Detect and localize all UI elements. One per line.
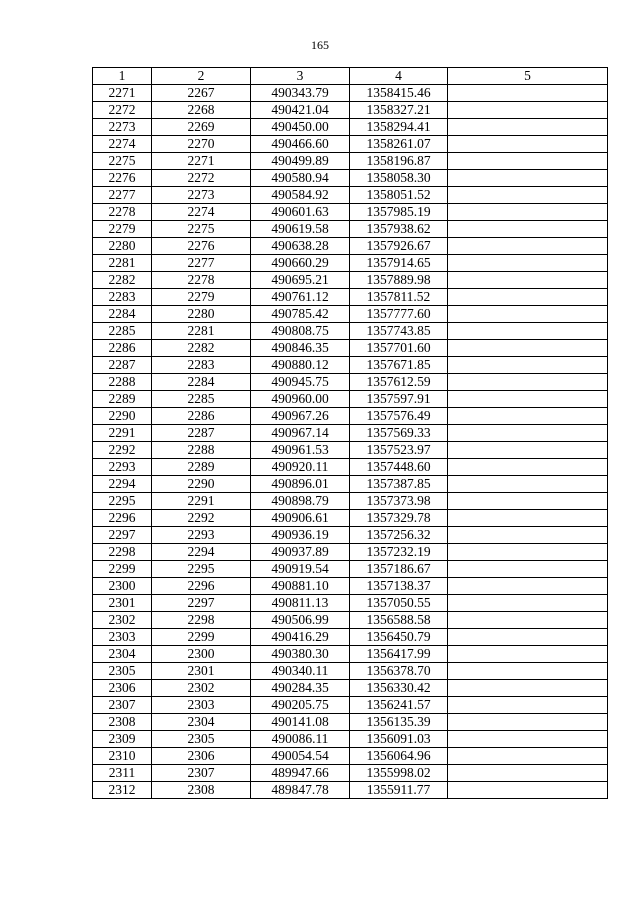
table-cell-col-3: 490937.89 (251, 544, 350, 561)
table-cell-col-4: 1358058.30 (350, 170, 448, 187)
table-cell-col-3: 490808.75 (251, 323, 350, 340)
table-cell-col-2: 2298 (152, 612, 251, 629)
table-cell-col-2: 2293 (152, 527, 251, 544)
table-row (93, 102, 608, 119)
table-cell-col-1: 2275 (93, 153, 152, 170)
table-cell-col-2: 2300 (152, 646, 251, 663)
table-cell-col-4: 1357373.98 (350, 493, 448, 510)
table-row (93, 595, 608, 612)
table-cell-col-4: 1358261.07 (350, 136, 448, 153)
table-row (93, 629, 608, 646)
table-cell-col-1: 2291 (93, 425, 152, 442)
table-cell-col-2: 2292 (152, 510, 251, 527)
table-cell-col-1: 2278 (93, 204, 152, 221)
table-row (93, 782, 608, 799)
table-cell-col-1: 2290 (93, 408, 152, 425)
table-cell-col-3: 490919.54 (251, 561, 350, 578)
table-cell-col-3: 490205.75 (251, 697, 350, 714)
table-cell-col-5 (448, 340, 608, 357)
table-cell-col-2: 2303 (152, 697, 251, 714)
table-row (93, 561, 608, 578)
table-cell-col-3: 490343.79 (251, 85, 350, 102)
table-cell-col-1: 2279 (93, 221, 152, 238)
table-cell-col-5 (448, 221, 608, 238)
table-cell-col-3: 490584.92 (251, 187, 350, 204)
table-cell-col-1: 2304 (93, 646, 152, 663)
table-cell-col-5 (448, 306, 608, 323)
column-header-1: 1 (93, 68, 152, 85)
table-cell-col-3: 490961.53 (251, 442, 350, 459)
table-cell-col-1: 2273 (93, 119, 152, 136)
table-cell-col-2: 2307 (152, 765, 251, 782)
table-cell-col-5 (448, 238, 608, 255)
table-cell-col-5 (448, 357, 608, 374)
table-cell-col-3: 490936.19 (251, 527, 350, 544)
table-cell-col-5 (448, 527, 608, 544)
table-row (93, 221, 608, 238)
table-row (93, 408, 608, 425)
table-cell-col-4: 1355911.77 (350, 782, 448, 799)
table-cell-col-5 (448, 765, 608, 782)
table-cell-col-3: 490380.30 (251, 646, 350, 663)
table-cell-col-4: 1357329.78 (350, 510, 448, 527)
table-cell-col-2: 2277 (152, 255, 251, 272)
table-cell-col-2: 2274 (152, 204, 251, 221)
table-cell-col-1: 2309 (93, 731, 152, 748)
table-cell-col-4: 1357576.49 (350, 408, 448, 425)
table-cell-col-2: 2285 (152, 391, 251, 408)
table-cell-col-1: 2307 (93, 697, 152, 714)
table-row (93, 663, 608, 680)
table-row (93, 527, 608, 544)
table-cell-col-2: 2289 (152, 459, 251, 476)
table-cell-col-3: 490896.01 (251, 476, 350, 493)
table-cell-col-5 (448, 170, 608, 187)
table-cell-col-5 (448, 493, 608, 510)
table-cell-col-5 (448, 663, 608, 680)
table-row (93, 204, 608, 221)
table-cell-col-4: 1357256.32 (350, 527, 448, 544)
table-cell-col-5 (448, 289, 608, 306)
column-header-4: 4 (350, 68, 448, 85)
table-cell-col-5 (448, 425, 608, 442)
table-cell-col-3: 490638.28 (251, 238, 350, 255)
table-row (93, 425, 608, 442)
table-cell-col-3: 490695.21 (251, 272, 350, 289)
table-cell-col-1: 2303 (93, 629, 152, 646)
table-cell-col-3: 490499.89 (251, 153, 350, 170)
table-cell-col-4: 1357597.91 (350, 391, 448, 408)
table-cell-col-4: 1358415.46 (350, 85, 448, 102)
table-cell-col-4: 1358196.87 (350, 153, 448, 170)
table-row (93, 493, 608, 510)
table-cell-col-2: 2291 (152, 493, 251, 510)
table-cell-col-1: 2292 (93, 442, 152, 459)
table-cell-col-1: 2302 (93, 612, 152, 629)
table-cell-col-2: 2276 (152, 238, 251, 255)
table-cell-col-1: 2299 (93, 561, 152, 578)
table-cell-col-4: 1356064.96 (350, 748, 448, 765)
table-cell-col-5 (448, 782, 608, 799)
table-cell-col-1: 2293 (93, 459, 152, 476)
table-cell-col-3: 490421.04 (251, 102, 350, 119)
table-cell-col-1: 2312 (93, 782, 152, 799)
table-cell-col-2: 2299 (152, 629, 251, 646)
table-cell-col-4: 1357612.59 (350, 374, 448, 391)
table-row (93, 476, 608, 493)
table-cell-col-4: 1356135.39 (350, 714, 448, 731)
table-cell-col-2: 2306 (152, 748, 251, 765)
column-header-5: 5 (448, 68, 608, 85)
table-cell-col-5 (448, 680, 608, 697)
table-cell-col-4: 1355998.02 (350, 765, 448, 782)
table-cell-col-4: 1357050.55 (350, 595, 448, 612)
table-cell-col-1: 2298 (93, 544, 152, 561)
table-row (93, 748, 608, 765)
table-cell-col-2: 2268 (152, 102, 251, 119)
table-cell-col-4: 1358294.41 (350, 119, 448, 136)
table-cell-col-1: 2280 (93, 238, 152, 255)
table-cell-col-4: 1357777.60 (350, 306, 448, 323)
table-row (93, 646, 608, 663)
table-cell-col-4: 1357569.33 (350, 425, 448, 442)
table-cell-col-4: 1356588.58 (350, 612, 448, 629)
table-cell-col-1: 2301 (93, 595, 152, 612)
table-cell-col-3: 490086.11 (251, 731, 350, 748)
table-cell-col-2: 2267 (152, 85, 251, 102)
table-cell-col-1: 2277 (93, 187, 152, 204)
table-cell-col-1: 2271 (93, 85, 152, 102)
table-row (93, 731, 608, 748)
table-cell-col-4: 1357523.97 (350, 442, 448, 459)
table-cell-col-3: 490506.99 (251, 612, 350, 629)
table-cell-col-5 (448, 204, 608, 221)
table-cell-col-5 (448, 629, 608, 646)
table-cell-col-3: 490785.42 (251, 306, 350, 323)
table-cell-col-1: 2295 (93, 493, 152, 510)
table-cell-col-3: 490416.29 (251, 629, 350, 646)
table-cell-col-4: 1357985.19 (350, 204, 448, 221)
table-cell-col-1: 2272 (93, 102, 152, 119)
table-cell-col-2: 2275 (152, 221, 251, 238)
table-cell-col-2: 2279 (152, 289, 251, 306)
table-cell-col-2: 2284 (152, 374, 251, 391)
table-cell-col-5 (448, 187, 608, 204)
table-row (93, 374, 608, 391)
table-cell-col-4: 1357138.37 (350, 578, 448, 595)
table-cell-col-3: 490881.10 (251, 578, 350, 595)
table-cell-col-5 (448, 561, 608, 578)
table-cell-col-4: 1356378.70 (350, 663, 448, 680)
table-cell-col-1: 2305 (93, 663, 152, 680)
column-header-2: 2 (152, 68, 251, 85)
table-cell-col-4: 1357914.65 (350, 255, 448, 272)
table-cell-col-3: 490811.13 (251, 595, 350, 612)
table-cell-col-5 (448, 714, 608, 731)
table-cell-col-3: 490054.54 (251, 748, 350, 765)
table-cell-col-2: 2278 (152, 272, 251, 289)
table-cell-col-3: 490619.58 (251, 221, 350, 238)
table-cell-col-4: 1358051.52 (350, 187, 448, 204)
table-cell-col-5 (448, 595, 608, 612)
table-cell-col-3: 490340.11 (251, 663, 350, 680)
table-cell-col-3: 490967.26 (251, 408, 350, 425)
table-row (93, 153, 608, 170)
table-cell-col-4: 1356330.42 (350, 680, 448, 697)
table-cell-col-3: 490920.11 (251, 459, 350, 476)
table-cell-col-2: 2294 (152, 544, 251, 561)
table-cell-col-5 (448, 646, 608, 663)
table-cell-col-2: 2304 (152, 714, 251, 731)
table-cell-col-4: 1357889.98 (350, 272, 448, 289)
table-cell-col-2: 2273 (152, 187, 251, 204)
table-cell-col-3: 490960.00 (251, 391, 350, 408)
table-cell-col-3: 490880.12 (251, 357, 350, 374)
table-cell-col-3: 489847.78 (251, 782, 350, 799)
table-cell-col-1: 2296 (93, 510, 152, 527)
table-cell-col-5 (448, 102, 608, 119)
table-cell-col-5 (448, 85, 608, 102)
table-row (93, 255, 608, 272)
table-cell-col-1: 2283 (93, 289, 152, 306)
table-row (93, 323, 608, 340)
table-cell-col-1: 2308 (93, 714, 152, 731)
table-cell-col-1: 2274 (93, 136, 152, 153)
table-cell-col-2: 2295 (152, 561, 251, 578)
page-number: 165 (311, 38, 329, 52)
table-cell-col-1: 2286 (93, 340, 152, 357)
table-row (93, 680, 608, 697)
table-cell-col-1: 2276 (93, 170, 152, 187)
table-row (93, 136, 608, 153)
table-cell-col-1: 2310 (93, 748, 152, 765)
table-row (93, 442, 608, 459)
table-cell-col-3: 490906.61 (251, 510, 350, 527)
table-cell-col-2: 2272 (152, 170, 251, 187)
table-cell-col-2: 2288 (152, 442, 251, 459)
table-cell-col-3: 490284.35 (251, 680, 350, 697)
table-cell-col-1: 2285 (93, 323, 152, 340)
table-cell-col-1: 2306 (93, 680, 152, 697)
table-cell-col-3: 490141.08 (251, 714, 350, 731)
table-cell-col-2: 2283 (152, 357, 251, 374)
table-cell-col-2: 2286 (152, 408, 251, 425)
coordinates-table (92, 67, 608, 799)
table-cell-col-4: 1357743.85 (350, 323, 448, 340)
table-cell-col-4: 1357938.62 (350, 221, 448, 238)
table-cell-col-3: 490898.79 (251, 493, 350, 510)
table-cell-col-5 (448, 697, 608, 714)
table-cell-col-2: 2296 (152, 578, 251, 595)
table-row (93, 306, 608, 323)
table-cell-col-1: 2281 (93, 255, 152, 272)
table-cell-col-3: 490945.75 (251, 374, 350, 391)
table-cell-col-2: 2280 (152, 306, 251, 323)
table-cell-col-1: 2297 (93, 527, 152, 544)
table-row (93, 340, 608, 357)
table-cell-col-4: 1357232.19 (350, 544, 448, 561)
table-cell-col-5 (448, 391, 608, 408)
table-header-row (93, 68, 608, 85)
table-row (93, 714, 608, 731)
table-cell-col-4: 1357811.52 (350, 289, 448, 306)
table-cell-col-4: 1356450.79 (350, 629, 448, 646)
table-row (93, 187, 608, 204)
table-body (93, 85, 608, 799)
table-cell-col-2: 2281 (152, 323, 251, 340)
table-cell-col-5 (448, 323, 608, 340)
table-cell-col-5 (448, 748, 608, 765)
table-cell-col-5 (448, 442, 608, 459)
table-row (93, 391, 608, 408)
table-cell-col-2: 2269 (152, 119, 251, 136)
table-row (93, 765, 608, 782)
table-row (93, 119, 608, 136)
table-cell-col-3: 490846.35 (251, 340, 350, 357)
table-cell-col-5 (448, 408, 608, 425)
table-cell-col-4: 1357926.67 (350, 238, 448, 255)
table-cell-col-3: 490450.00 (251, 119, 350, 136)
table-cell-col-5 (448, 272, 608, 289)
table-cell-col-3: 490466.60 (251, 136, 350, 153)
table-cell-col-4: 1356091.03 (350, 731, 448, 748)
column-header-3: 3 (251, 68, 350, 85)
table-cell-col-4: 1357186.67 (350, 561, 448, 578)
table-row (93, 578, 608, 595)
table-cell-col-2: 2308 (152, 782, 251, 799)
table-row (93, 85, 608, 102)
table-cell-col-2: 2290 (152, 476, 251, 493)
table-cell-col-2: 2270 (152, 136, 251, 153)
table-cell-col-5 (448, 510, 608, 527)
table-cell-col-4: 1358327.21 (350, 102, 448, 119)
table-cell-col-1: 2282 (93, 272, 152, 289)
table-row (93, 289, 608, 306)
table-cell-col-3: 490601.63 (251, 204, 350, 221)
table-row (93, 510, 608, 527)
table-cell-col-1: 2284 (93, 306, 152, 323)
table-cell-col-1: 2288 (93, 374, 152, 391)
table-cell-col-3: 490660.29 (251, 255, 350, 272)
table-cell-col-3: 490761.12 (251, 289, 350, 306)
table-cell-col-5 (448, 119, 608, 136)
table-cell-col-3: 490580.94 (251, 170, 350, 187)
table-row (93, 272, 608, 289)
table-cell-col-5 (448, 255, 608, 272)
table-row (93, 544, 608, 561)
table-cell-col-5 (448, 476, 608, 493)
table-cell-col-3: 489947.66 (251, 765, 350, 782)
table-cell-col-5 (448, 459, 608, 476)
table-cell-col-4: 1356241.57 (350, 697, 448, 714)
table-cell-col-2: 2271 (152, 153, 251, 170)
table-cell-col-4: 1357701.60 (350, 340, 448, 357)
table-cell-col-5 (448, 136, 608, 153)
table-cell-col-4: 1357387.85 (350, 476, 448, 493)
table-cell-col-1: 2294 (93, 476, 152, 493)
table-cell-col-2: 2305 (152, 731, 251, 748)
table-row (93, 238, 608, 255)
table-cell-col-2: 2301 (152, 663, 251, 680)
table-cell-col-5 (448, 544, 608, 561)
table-cell-col-4: 1357671.85 (350, 357, 448, 374)
table-row (93, 612, 608, 629)
table-cell-col-2: 2282 (152, 340, 251, 357)
table-cell-col-4: 1357448.60 (350, 459, 448, 476)
table-cell-col-5 (448, 731, 608, 748)
table-cell-col-5 (448, 612, 608, 629)
table-cell-col-1: 2311 (93, 765, 152, 782)
table-cell-col-4: 1356417.99 (350, 646, 448, 663)
table-cell-col-2: 2287 (152, 425, 251, 442)
table-row (93, 459, 608, 476)
table-cell-col-2: 2297 (152, 595, 251, 612)
table-cell-col-5 (448, 153, 608, 170)
table-row (93, 697, 608, 714)
table-cell-col-5 (448, 374, 608, 391)
table-cell-col-1: 2300 (93, 578, 152, 595)
table-cell-col-2: 2302 (152, 680, 251, 697)
table-cell-col-5 (448, 578, 608, 595)
table-cell-col-1: 2289 (93, 391, 152, 408)
table-cell-col-3: 490967.14 (251, 425, 350, 442)
table-row (93, 170, 608, 187)
table-cell-col-1: 2287 (93, 357, 152, 374)
table-row (93, 357, 608, 374)
